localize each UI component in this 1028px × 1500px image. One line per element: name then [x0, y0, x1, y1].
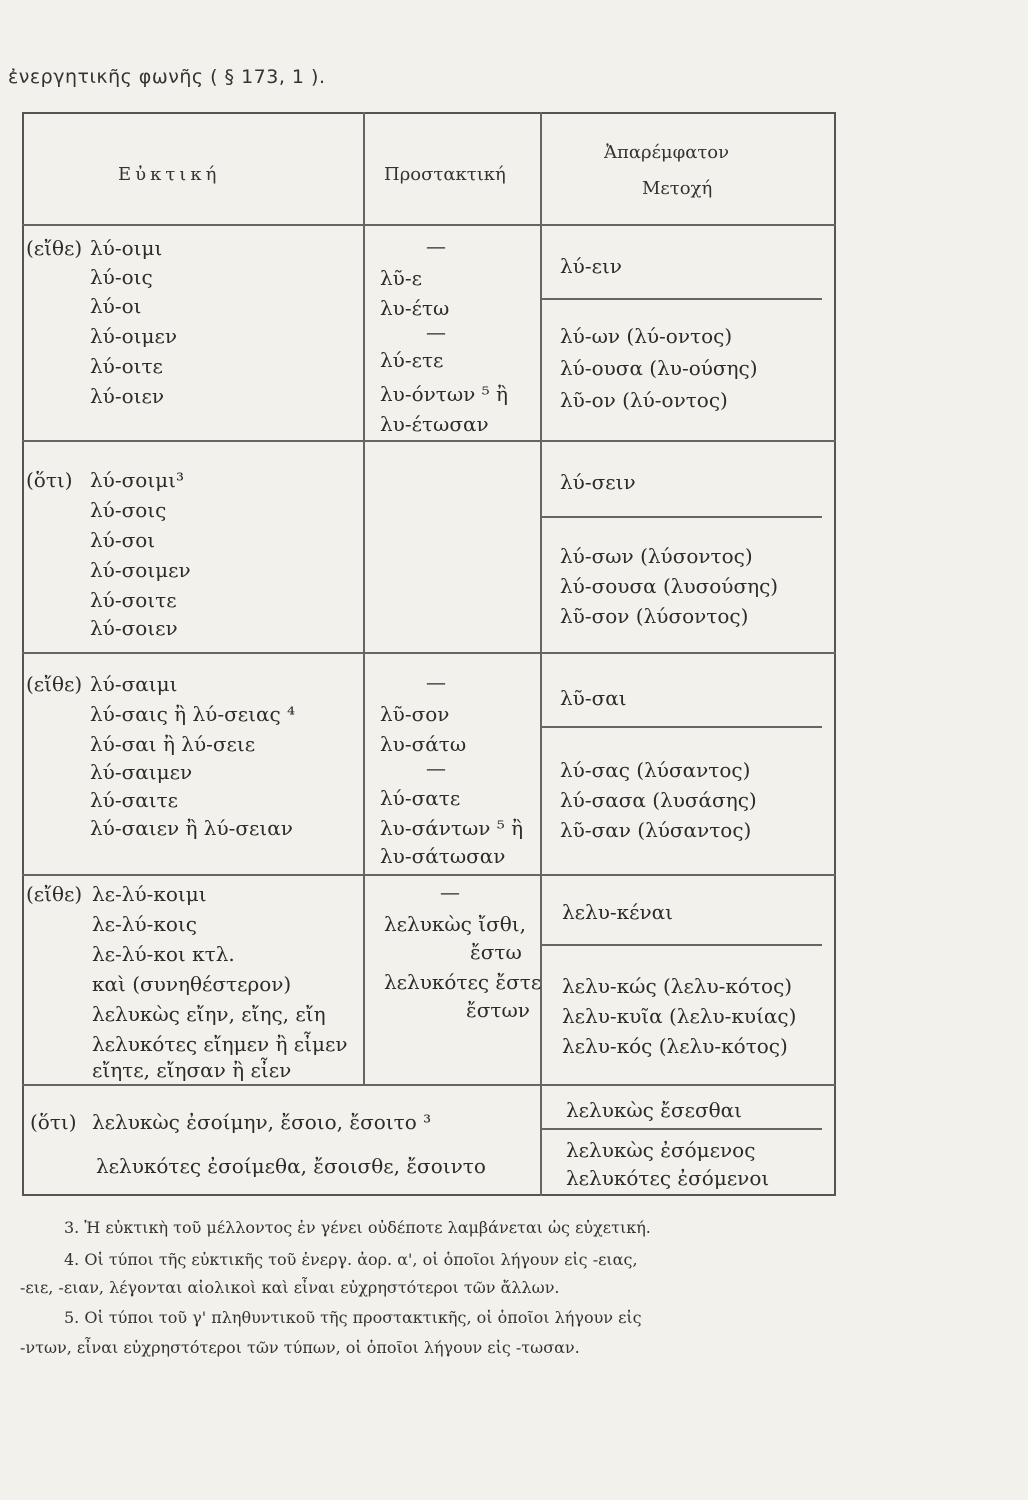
- aorist-imp-2: λῦ-σον: [380, 702, 450, 726]
- footnote-3: 3. Ἡ εὐκτικὴ τοῦ μέλλοντος ἐν γένει οὐδέποτε λαμβάνεται ὡς εὐχετική.: [64, 1218, 651, 1237]
- present-part-1: λύ-ων (λύ-οντος): [560, 324, 733, 348]
- footnote-4-cont: -ειε, -ειαν, λέγονται αἰολικοὶ καὶ εἶναι εὐχρηστότεροι τῶν ἄλλων.: [20, 1278, 560, 1297]
- present-imp-5: λύ-ετε: [380, 348, 444, 372]
- perfect-opt-2: λε-λύ-κοις: [92, 912, 197, 936]
- perfect-imp-5: ἔστων: [466, 998, 530, 1022]
- row-divider: [22, 652, 836, 654]
- present-imp-1: —: [426, 234, 446, 258]
- cell-divider: [540, 516, 822, 518]
- perfect-imp-4: λελυκότες ἔστε: [384, 970, 542, 994]
- perfect-imp-2: λελυκὼς ἴσθι,: [384, 912, 526, 936]
- present-opt-3: λύ-οι: [90, 294, 142, 318]
- cell-divider: [540, 726, 822, 728]
- present-opt-2: λύ-οις: [90, 265, 153, 289]
- aorist-imp-1: —: [426, 670, 446, 694]
- aorist-opt-4: λύ-σαιμεν: [90, 760, 193, 784]
- futperf-part-1: λελυκὼς ἐσόμενος: [566, 1138, 756, 1162]
- futperf-infinitive: λελυκὼς ἔσεσθαι: [566, 1098, 743, 1122]
- cell-divider: [540, 1128, 822, 1130]
- present-imp-4: —: [426, 320, 446, 344]
- header-euktike: Εὐκτική: [118, 164, 221, 185]
- present-opt-1: λύ-οιμι: [90, 236, 163, 260]
- future-opt-3: λύ-σοι: [90, 528, 156, 552]
- futperf-prefix: (ὅτι): [30, 1110, 77, 1134]
- cell-divider: [540, 944, 822, 946]
- perfect-prefix: (εἴθε): [26, 882, 83, 906]
- present-opt-5: λύ-οιτε: [90, 354, 163, 378]
- perfect-opt-6: λελυκότες εἴημεν ἢ εἶμεν: [92, 1032, 348, 1056]
- future-part-1: λύ-σων (λύσοντος): [560, 544, 753, 568]
- present-opt-6: λύ-οιεν: [90, 384, 164, 408]
- column-divider: [363, 112, 365, 1084]
- header-aparemfaton: Ἀπαρέμφατον: [604, 142, 730, 163]
- footnote-5: 5. Οἱ τύποι τοῦ γ' πληθυντικοῦ τῆς προστακτικῆς, οἱ ὁποῖοι λήγουν εἰς: [64, 1308, 642, 1327]
- aorist-opt-5: λύ-σαιτε: [90, 788, 179, 812]
- header-metoche: Μετοχή: [642, 178, 713, 199]
- perfect-opt-7: εἴητε, εἴησαν ἢ εἶεν: [92, 1058, 292, 1082]
- future-opt-1: λύ-σοιμι³: [90, 468, 184, 492]
- perfect-opt-3: λε-λύ-κοι κτλ.: [92, 942, 235, 966]
- future-opt-5: λύ-σοιτε: [90, 588, 177, 612]
- footnote-4: 4. Οἱ τύποι τῆς εὐκτικῆς τοῦ ἐνεργ. ἀορ. α', οἱ ὁποῖοι λήγουν εἰς -ειας,: [64, 1250, 638, 1269]
- future-prefix: (ὅτι): [26, 468, 73, 492]
- perfect-infinitive: λελυ-κέναι: [562, 900, 673, 924]
- future-opt-2: λύ-σοις: [90, 498, 167, 522]
- present-part-2: λύ-ουσα (λυ-ούσης): [560, 356, 758, 380]
- present-imp-6: λυ-όντων ⁵ ἢ: [380, 382, 509, 406]
- header-divider: [22, 224, 836, 226]
- futperf-line-1: λελυκὼς ἐσοίμην, ἔσοιο, ἔσοιτο ³: [92, 1110, 432, 1134]
- present-opt-4: λύ-οιμεν: [90, 324, 177, 348]
- aorist-part-2: λύ-σασα (λυσάσης): [560, 788, 757, 812]
- present-imp-2: λῦ-ε: [380, 266, 422, 290]
- futperf-part-2: λελυκότες ἐσόμενοι: [566, 1166, 770, 1190]
- perfect-part-2: λελυ-κυῖα (λελυ-κυίας): [562, 1004, 797, 1028]
- aorist-opt-3: λύ-σαι ἢ λύ-σειε: [90, 732, 256, 756]
- section-heading: ἐνεργητικῆς φωνῆς ( § 173, 1 ).: [8, 66, 326, 88]
- perfect-part-1: λελυ-κώς (λελυ-κότος): [562, 974, 793, 998]
- aorist-imp-3: λυ-σάτω: [380, 732, 467, 756]
- futperf-line-2: λελυκότες ἐσοίμεθα, ἔσοισθε, ἔσοιντο: [96, 1154, 486, 1178]
- future-opt-6: λύ-σοιεν: [90, 616, 178, 640]
- perfect-opt-4: καὶ (συνηθέστερον): [92, 972, 292, 996]
- aorist-opt-2: λύ-σαις ἢ λύ-σειας ⁴: [90, 702, 296, 726]
- aorist-prefix: (εἴθε): [26, 672, 83, 696]
- aorist-imp-6: λυ-σάντων ⁵ ἢ: [380, 816, 524, 840]
- aorist-part-3: λῦ-σαν (λύσαντος): [560, 818, 752, 842]
- perfect-opt-5: λελυκὼς εἴην, εἴης, εἴη: [92, 1002, 326, 1026]
- perfect-part-3: λελυ-κός (λελυ-κότος): [562, 1034, 788, 1058]
- aorist-imp-7: λυ-σάτωσαν: [380, 844, 506, 868]
- present-part-3: λῦ-ον (λύ-οντος): [560, 388, 728, 412]
- row-divider: [22, 874, 836, 876]
- aorist-infinitive: λῦ-σαι: [560, 686, 627, 710]
- present-prefix: (εἴθε): [26, 236, 83, 260]
- perfect-imp-3: ἔστω: [470, 940, 522, 964]
- column-divider: [540, 112, 542, 1196]
- row-divider: [22, 440, 836, 442]
- future-infinitive: λύ-σειν: [560, 470, 636, 494]
- aorist-imp-4: —: [426, 756, 446, 780]
- present-infinitive: λύ-ειν: [560, 254, 622, 278]
- future-opt-4: λύ-σοιμεν: [90, 558, 191, 582]
- aorist-imp-5: λύ-σατε: [380, 786, 461, 810]
- cell-divider: [540, 298, 822, 300]
- aorist-opt-6: λύ-σαιεν ἢ λύ-σειαν: [90, 816, 293, 840]
- aorist-opt-1: λύ-σαιμι: [90, 672, 178, 696]
- perfect-imp-1: —: [440, 880, 460, 904]
- present-imp-3: λυ-έτω: [380, 296, 450, 320]
- future-part-3: λῦ-σον (λύσοντος): [560, 604, 749, 628]
- perfect-opt-1: λε-λύ-κοιμι: [92, 882, 207, 906]
- footnote-5-cont: -ντων, εἶναι εὐχρηστότεροι τῶν τύπων, οἱ ὁποῖοι λήγουν εἰς -τωσαν.: [20, 1338, 580, 1357]
- future-part-2: λύ-σουσα (λυσούσης): [560, 574, 779, 598]
- aorist-part-1: λύ-σας (λύσαντος): [560, 758, 751, 782]
- present-imp-7: λυ-έτωσαν: [380, 412, 489, 436]
- header-prostaktike: Προστακτική: [384, 164, 506, 185]
